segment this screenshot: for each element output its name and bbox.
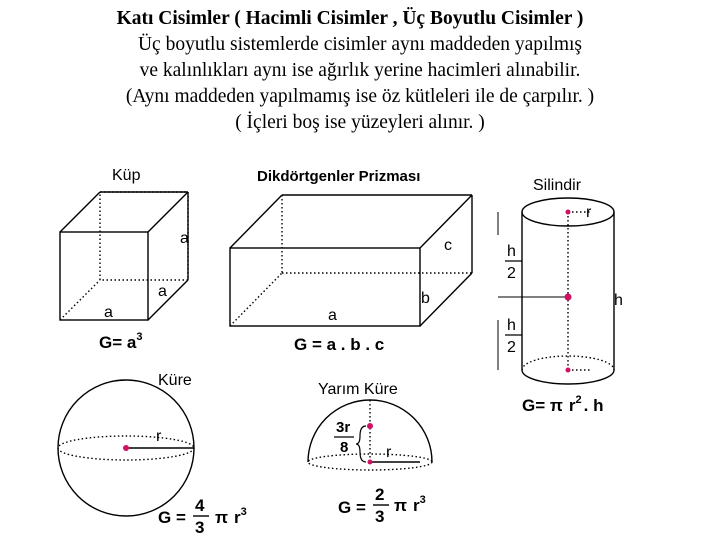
half-lower-den: 2 xyxy=(507,339,516,356)
intro-line-2: ve kalınlıkları aynı ise ağırlık yerine hacimleri alınabilir. xyxy=(139,60,581,81)
centroid-num: 3r xyxy=(336,419,351,436)
cylinder-formula xyxy=(522,394,603,415)
page-title: Katı Cisimler ( Hacimli Cisimler , Üç Boyutlu Cisimler ) xyxy=(116,8,584,29)
prism-figure xyxy=(230,195,472,326)
prism-edge-a: a xyxy=(328,307,337,324)
hemisphere-title: Yarım Küre xyxy=(318,381,398,398)
hemi-f-den: 3 xyxy=(375,507,385,526)
prism-formula: G = a . b . c xyxy=(294,335,385,354)
prism-edge-c: c xyxy=(444,237,452,254)
cube-edge-width: a xyxy=(104,304,113,321)
cube-edge-height: a xyxy=(180,230,189,247)
intro-line-3: (Aynı maddeden yapılmamış ise öz kütleleri ile de çarpılır. ) xyxy=(125,86,595,107)
cylinder-figure xyxy=(498,198,614,384)
cylinder-title: Silindir xyxy=(533,177,582,194)
hemisphere-centroid xyxy=(367,423,373,429)
sphere-formula xyxy=(158,496,247,537)
hemisphere-formula xyxy=(338,485,426,526)
cyl-f-r: r xyxy=(568,396,576,415)
hemisphere-radius: r xyxy=(386,444,392,461)
hemisphere-center xyxy=(368,460,373,465)
cube-title: Küp xyxy=(112,167,141,184)
cyl-f-suffix: . h xyxy=(583,396,604,415)
sphere-f-r: r xyxy=(234,508,241,527)
hemi-f-num: 2 xyxy=(375,485,385,504)
cube-figure xyxy=(60,192,188,320)
hemisphere-centroid-distance xyxy=(334,419,366,462)
sphere-f-exp: 3 xyxy=(240,506,247,518)
sphere-f-num: 4 xyxy=(195,496,205,515)
hemi-f-r: r xyxy=(413,496,420,515)
cyl-f-prefix: G= π xyxy=(522,396,563,415)
sphere-center xyxy=(123,445,129,451)
cylinder-bottom-center xyxy=(566,368,571,373)
intro-line-4: ( İçleri boş ise yüzeyleri alınır. ) xyxy=(235,112,485,133)
prism-edge-b: b xyxy=(421,290,430,307)
cylinder-half-upper xyxy=(505,243,522,282)
hemi-f-exp: 3 xyxy=(419,494,426,506)
centroid-den: 8 xyxy=(340,439,349,456)
prism-title: Dikdörtgenler Prizması xyxy=(257,168,421,185)
cube-formula xyxy=(99,331,142,352)
sphere-f-pi: π xyxy=(215,508,229,527)
sphere-title: Küre xyxy=(158,372,192,389)
cube-edge-depth: a xyxy=(158,283,167,300)
cylinder-height: h xyxy=(614,292,623,309)
cyl-f-exp: 2 xyxy=(575,394,582,406)
sphere-f-prefix: G = xyxy=(158,508,186,527)
hemi-f-pi: π xyxy=(394,496,408,515)
half-upper-num: h xyxy=(507,243,516,260)
sphere-f-rest xyxy=(215,506,247,527)
cube-formula-exponent: 3 xyxy=(136,331,143,343)
cylinder-top-center xyxy=(566,210,571,215)
cylinder-centroid xyxy=(565,294,572,301)
sphere-f-den: 3 xyxy=(195,518,205,537)
cylinder-radius: r xyxy=(586,204,592,221)
cylinder-half-lower xyxy=(505,317,522,356)
hemi-f-prefix: G = xyxy=(338,498,366,517)
hemi-f-rest xyxy=(394,494,426,515)
cube-formula-main: G= a xyxy=(99,333,137,352)
half-lower-num: h xyxy=(507,317,516,334)
intro-line-1: Üç boyutlu sistemlerde cisimler aynı maddeden yapılmış xyxy=(137,34,583,55)
sphere-radius: r xyxy=(156,428,162,445)
half-upper-den: 2 xyxy=(507,265,516,282)
